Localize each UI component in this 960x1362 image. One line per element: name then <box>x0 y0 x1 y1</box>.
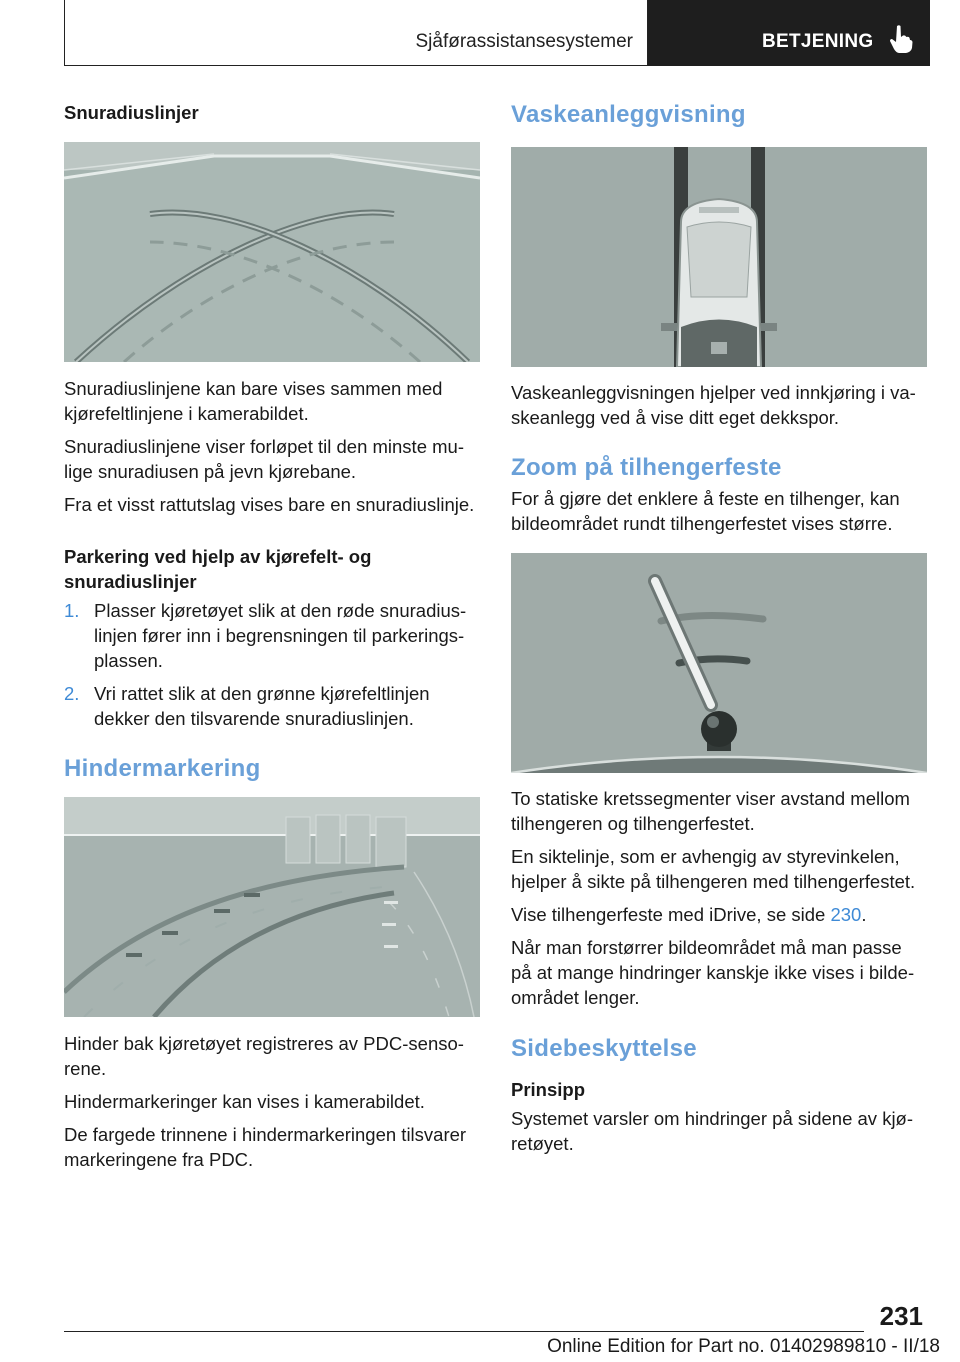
header-chapter-tab <box>648 0 930 66</box>
header-section-tab <box>64 0 648 66</box>
figure-car-wash-view <box>511 147 927 367</box>
list-item <box>64 681 480 731</box>
paragraph-zoom-1: For å gjøre det enklere å feste en tilhenger, kan bildeområdet rundt tilhengerfestet vises større. <box>511 488 900 534</box>
left-column <box>64 100 480 1172</box>
paragraph-snuradius-2: Snuradiuslinjene viser forløpet til den minste mulige snuradiusen på jevn kjørebane. <box>64 436 464 482</box>
paragraph-hinder-1: Hinder bak kjøretøyet registreres av PDC-sensorene. <box>64 1033 464 1079</box>
step-number: 1. <box>64 600 80 621</box>
right-column <box>511 100 927 1156</box>
heading-snuradiuslinjer: Snuradiuslinjer <box>64 102 199 123</box>
step-number: 2. <box>64 683 80 704</box>
heading-vaskeanleggvisning: Vaskeanleggvisning <box>511 101 746 128</box>
heading-sidebeskyttelse: Sidebeskyttelse <box>511 1035 697 1062</box>
figure-turning-radius-lines <box>64 142 480 362</box>
heading-hindermarkering: Hindermarkering <box>64 755 261 782</box>
paragraph-hinder-2: Hindermarkeringer kan vises i kamerabildet. <box>64 1091 425 1112</box>
hand-pointer-icon <box>888 24 914 54</box>
paragraph-zoom-4-text: Vise tilhengerfeste med iDrive, se side <box>511 904 831 925</box>
figure-trailer-hitch-zoom <box>511 553 927 773</box>
header-chapter-title: BETJENING <box>762 31 874 52</box>
paragraph-zoom-5: Når man forstørrer bildeområdet må man passe på at mange hindringer kanskje ikke vises i bildeområdet lenger. <box>511 937 915 1008</box>
step-text: Plasser kjøretøyet slik at den røde snuradiuslinjen fører inn i begrensningen til parkeringsplassen. <box>94 600 467 671</box>
paragraph-snuradius-1: Snuradiuslinjene kan bare vises sammen med kjørefeltlinjene i kamerabildet. <box>64 378 443 424</box>
page-number: 231 <box>879 1301 923 1331</box>
paragraph-zoom-4-end: . <box>861 904 867 925</box>
list-item <box>64 598 480 673</box>
footer-divider <box>64 1331 864 1332</box>
paragraph-snuradius-3: Fra et visst rattutslag vises bare en snuradiuslinje. <box>64 494 475 515</box>
header-section-title: Sjåførassistansesystemer <box>415 31 633 52</box>
heading-zoom-tilhengerfeste: Zoom på tilhengerfeste <box>511 454 782 481</box>
parking-steps-list <box>64 598 480 731</box>
paragraph-vask-1: Vaskeanleggvisningen hjelper ved innkjøring i vaskeanlegg ved å vise ditt eget dekkspor. <box>511 382 916 428</box>
paragraph-zoom-4 <box>511 902 927 927</box>
heading-parkering: Parkering ved hjelp av kjørefelt- og snuradiuslinjer <box>64 546 372 592</box>
page-header <box>64 0 930 66</box>
page-reference-link[interactable]: 230 <box>830 904 862 925</box>
figure-obstacle-marking <box>64 797 480 1017</box>
step-text: Vri rattet slik at den grønne kjørefeltlinjen dekker den tilsvarende snuradiuslinjen. <box>94 683 430 729</box>
paragraph-zoom-3: En siktelinje, som er avhengig av styrevinkelen, hjelper å sikte på tilhengeren med tilhengerfestet. <box>511 846 916 892</box>
footer-edition: Online Edition for Part no. 01402989810 - II/18 <box>547 1336 940 1357</box>
paragraph-sidebeskyttelse: Systemet varsler om hindringer på sidene av kjøretøyet. <box>511 1108 914 1154</box>
paragraph-hinder-3: De fargede trinnene i hindermarkeringen tilsvarer markeringene fra PDC. <box>64 1124 467 1170</box>
paragraph-zoom-2: To statiske kretssegmenter viser avstand mellom tilhengeren og tilhengerfestet. <box>511 788 910 834</box>
heading-prinsipp: Prinsipp <box>511 1079 586 1100</box>
